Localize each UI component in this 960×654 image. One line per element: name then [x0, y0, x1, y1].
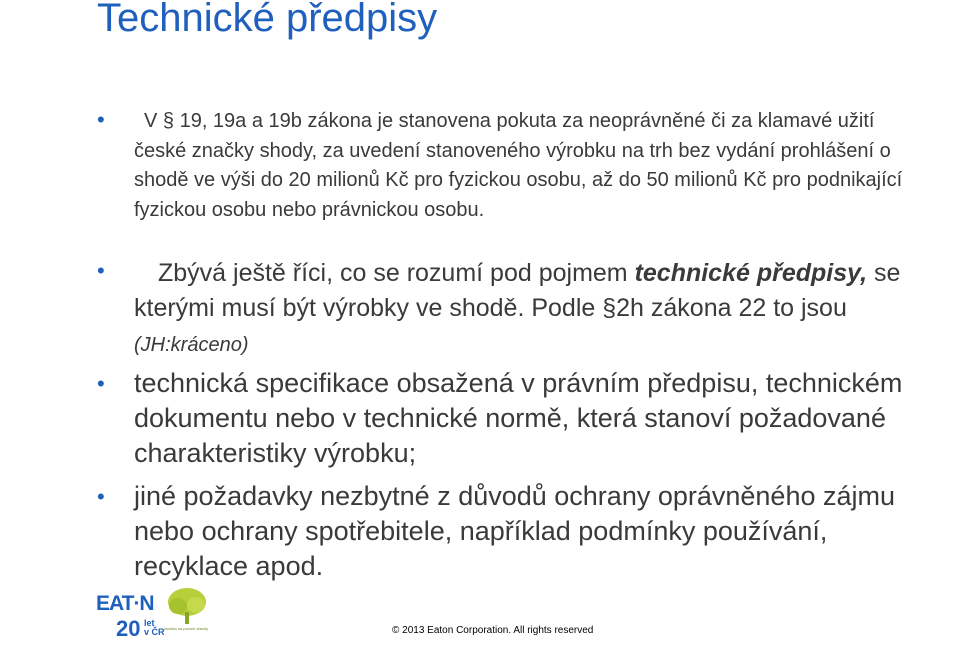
bullet-item-penalty: [134, 107, 920, 225]
bullet-marker: •: [97, 484, 105, 509]
logo-tagline: značka na povrch stavby: [164, 626, 209, 631]
anniversary-label-line1: let: [144, 618, 155, 628]
footer-copyright: © 2013 Eaton Corporation. All rights reserved: [392, 625, 594, 636]
bullet-text-continued: se kterými musí být výrobky ve shodě. Podle §2h zákona 22 to jsou: [134, 259, 901, 322]
bullet-text: V § 19, 19a a 19b zákona je stanovena pokuta za neoprávněné či za klamavé užití české značky shody, za uvedení stanoveného výrobku na trh bez vydání prohlášení o shodě ve výši do 20 milionů Kč pro fyzickou osobu, až do 50 milionů Kč pro podnikající fyzickou osobu nebo právnickou osobu.: [134, 110, 903, 221]
anniversary-label: [144, 619, 165, 637]
anniversary-number: 20: [116, 616, 141, 641]
tree-icon: [166, 586, 208, 626]
bullet-note: (JH:kráceno): [134, 334, 249, 356]
bullet-item-specification: [134, 366, 914, 471]
slide-title: Technické předpisy: [97, 0, 438, 40]
bullet-text: Zbývá ještě říci, co se rozumí pod pojmem: [158, 259, 635, 287]
bullet-marker: •: [97, 258, 105, 283]
bullet-marker: •: [97, 107, 105, 132]
eaton-logo: [96, 586, 226, 646]
anniversary-label-line2: v ČR: [144, 627, 165, 637]
bullet-item-definition: [134, 256, 904, 363]
bullet-emphasis: technické předpisy,: [634, 259, 868, 287]
bullet-item-requirements: [134, 479, 914, 584]
bullet-text: jiné požadavky nezbytné z důvodů ochrany oprávněného zájmu nebo ochrany spotřebitele, například podmínky používání, recyklace apod.: [134, 481, 895, 581]
bullet-text: technická specifikace obsažená v právním předpisu, technickém dokumentu nebo v technické normě, která stanoví požadované charakteristiky výrobku;: [134, 368, 903, 468]
bullet-marker: •: [97, 371, 105, 396]
eaton-wordmark: EAT·N: [96, 592, 154, 615]
